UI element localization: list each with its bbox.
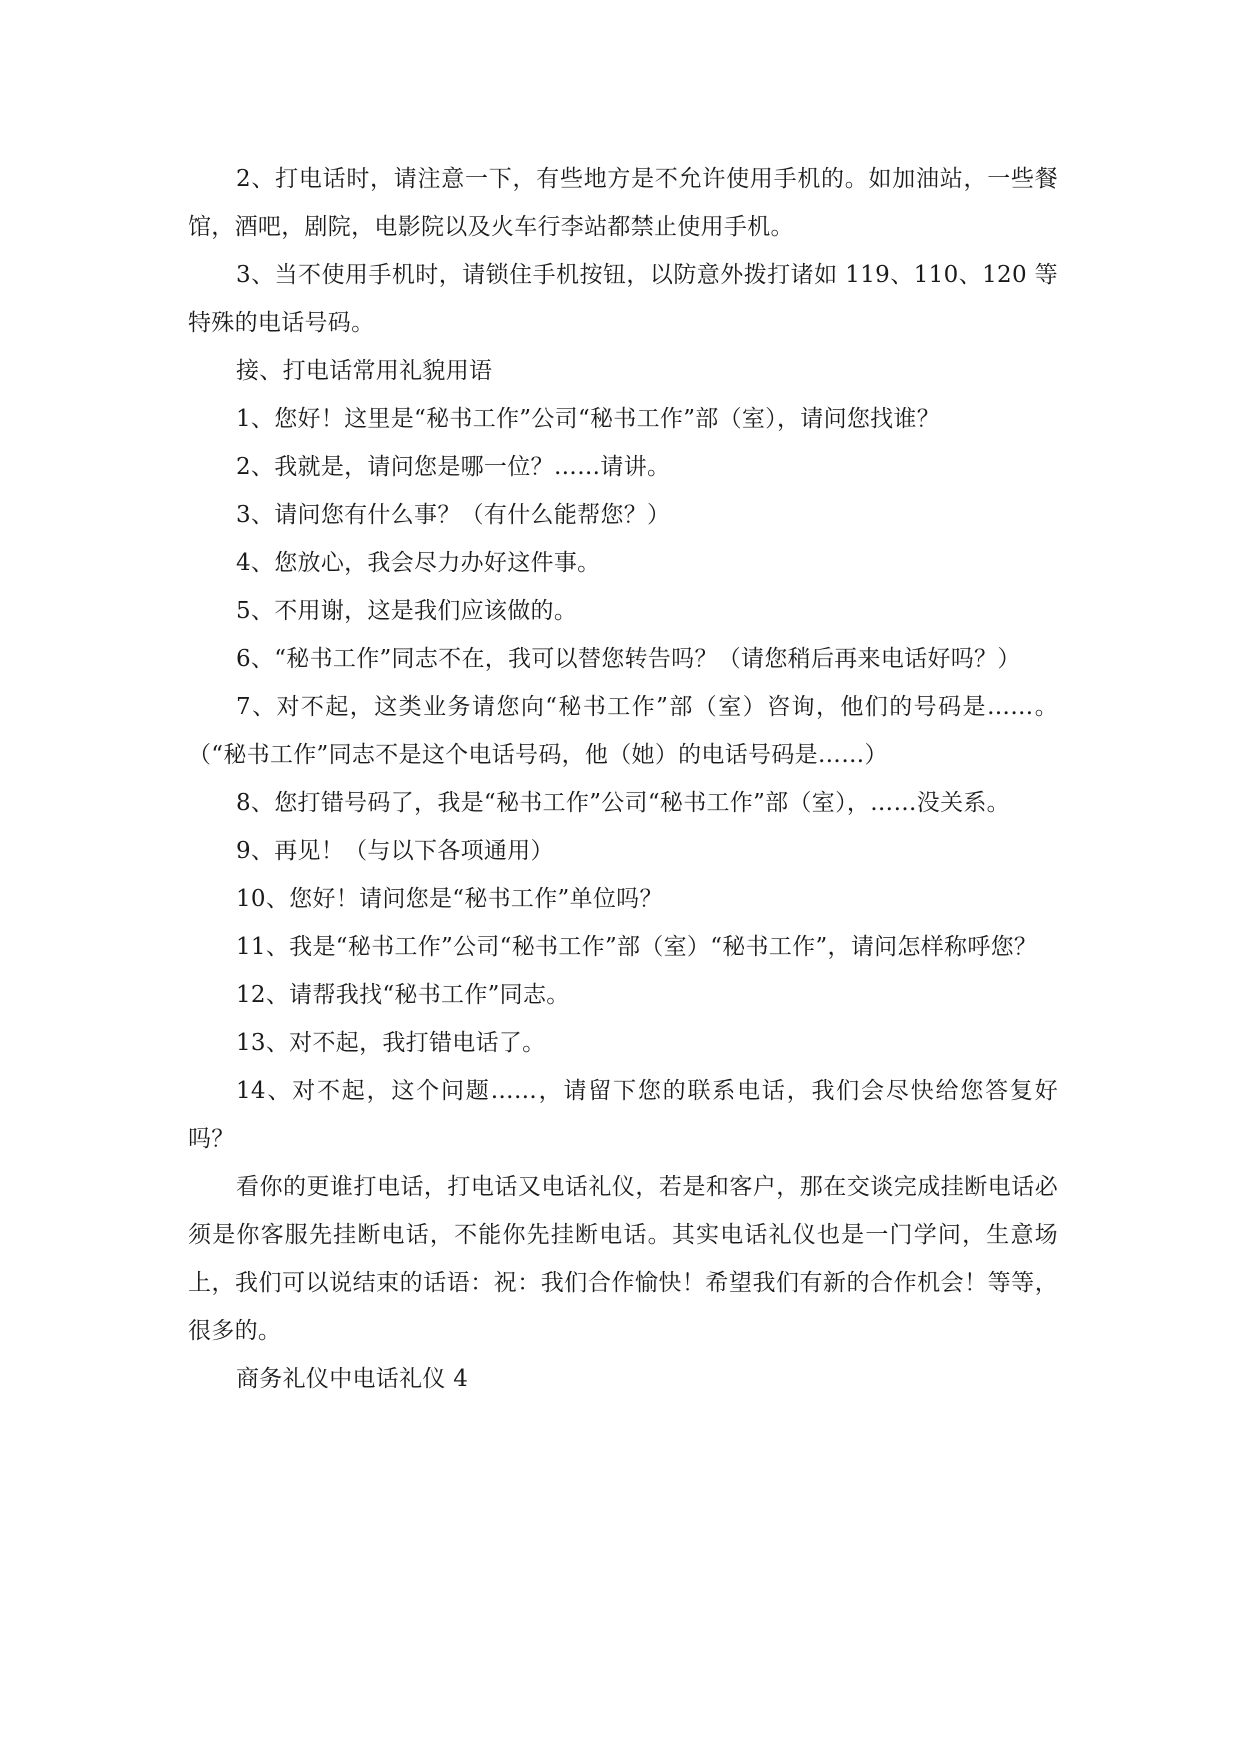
paragraph: 3、当不使用手机时，请锁住手机按钮，以防意外拨打诸如 119、110、120 等特殊的电话号码。 [188, 262, 1058, 336]
list-item: 2、我就是，请问您是哪一位？……请讲。 [236, 454, 671, 480]
list-item: 4、您放心，我会尽力办好这件事。 [236, 550, 601, 576]
list-item: 13、对不起，我打错电话了。 [236, 1030, 546, 1056]
list-item: 9、再见！（与以下各项通用） [236, 838, 554, 864]
section-heading: 商务礼仪中电话礼仪 4 [236, 1366, 469, 1392]
list-item: 5、不用谢，这是我们应该做的。 [236, 598, 578, 624]
list-item: 3、请问您有什么事？（有什么能帮您？） [236, 502, 671, 528]
list-item: 14、对不起，这个问题……，请留下您的联系电话，我们会尽快给您答复好吗？ [188, 1078, 1058, 1152]
list-item: 1、您好！这里是“秘书工作”公司“秘书工作”部（室），请问您找谁？ [236, 406, 941, 432]
list-item: 11、我是“秘书工作”公司“秘书工作”部（室）“秘书工作”，请问怎样称呼您？ [236, 934, 1038, 960]
paragraph: 2、打电话时，请注意一下，有些地方是不允许使用手机的。如加油站，一些餐馆，酒吧，剧院，电影院以及火车行李站都禁止使用手机。 [188, 166, 1058, 240]
list-item: 7、对不起，这类业务请您向“秘书工作”部（室）咨询，他们的号码是……。（“秘书工作”同志不是这个电话号码，他（她）的电话号码是……） [188, 694, 1058, 768]
list-item: 8、您打错号码了，我是“秘书工作”公司“秘书工作”部（室），……没关系。 [236, 790, 1010, 816]
list-item: 12、请帮我找“秘书工作”同志。 [236, 982, 570, 1008]
section-heading: 接、打电话常用礼貌用语 [236, 358, 493, 384]
paragraph: 看你的更谁打电话，打电话又电话礼仪，若是和客户，那在交谈完成挂断电话必须是你客服先挂断电话，不能你先挂断电话。其实电话礼仪也是一门学问，生意场上，我们可以说结束的话语：祝：我们合作愉快！希望我们有新的合作机会！等等，很多的。 [188, 1174, 1058, 1344]
list-item: 6、“秘书工作”同志不在，我可以替您转告吗？（请您稍后再来电话好吗？） [236, 646, 1021, 672]
document-body [188, 155, 1058, 1403]
list-item: 10、您好！请问您是“秘书工作”单位吗？ [236, 886, 663, 912]
